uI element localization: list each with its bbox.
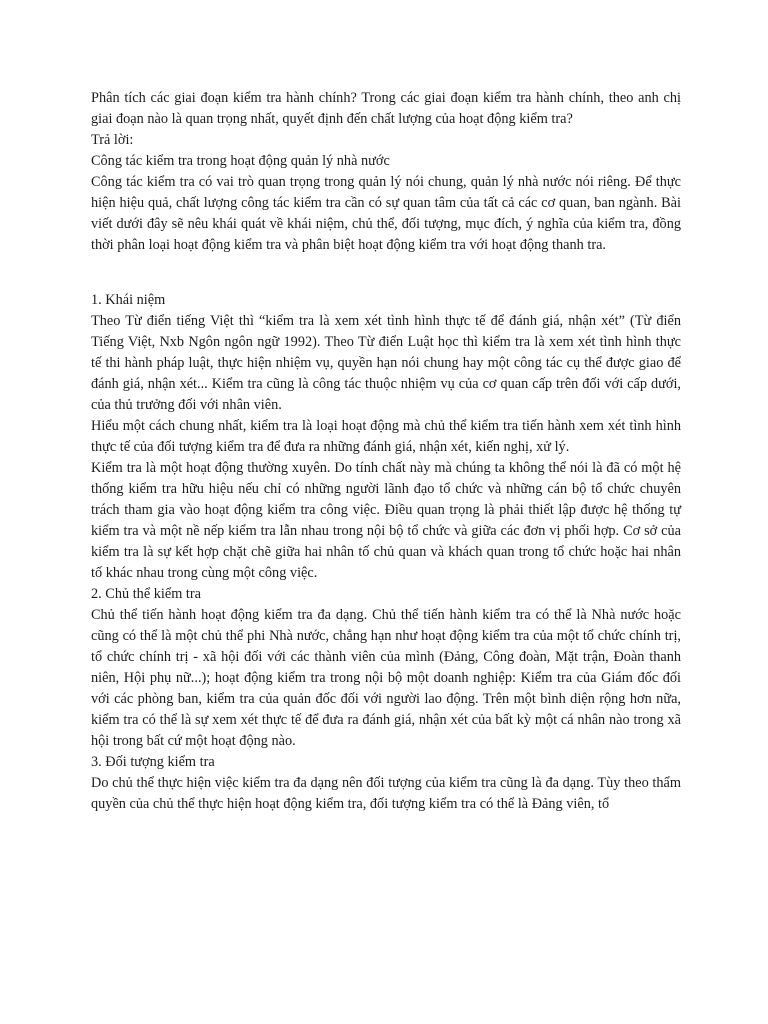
paragraph: Kiểm tra là một hoạt động thường xuyên. Do tính chất này mà chúng ta không thể nói là đã có một hệ thống kiểm tra hữu hiệu nếu chỉ có những người lãnh đạo tổ chức và những cán bộ tổ chức chuyên trách tham gia vào hoạt động kiểm tra công việc. Điều quan trọng là phải thiết lập được hệ thống tự kiểm tra và một nề nếp kiểm tra lẫn nhau trong nội bộ tổ chức và giữa các đơn vị phối hợp. Cơ sở của kiểm tra là sự kết hợp chặt chẽ giữa hai nhân tố chủ quan và khách quan trong tổ chức hoặc hai nhân tố khác nhau trong cùng một công việc. — [91, 460, 681, 581]
section-heading-chu-the: 2. Chủ thể kiểm tra — [91, 586, 201, 602]
paragraph: Theo Từ điển tiếng Việt thì “kiểm tra là xem xét tình hình thực tế để đánh giá, nhận xét” (Từ điển Tiếng Việt, Nxb Ngôn ngôn ngữ 1992). Theo Từ điển Luật học thì kiểm tra là xem xét tình hình thực tế thi hành pháp luật, thực hiện nhiệm vụ, quyền hạn nói chung hay một công tác cụ thể được giao để đánh giá, nhận xét... Kiểm tra cũng là công tác thuộc nhiệm vụ của cơ quan cấp trên đối với cấp dưới, của thủ trưởng đối với nhân viên. — [91, 313, 681, 413]
section-title: Công tác kiểm tra trong hoạt động quản lý nhà nước — [91, 153, 390, 169]
section-heading-khai-niem: 1. Khái niệm — [91, 292, 166, 308]
paragraph: Chủ thể tiến hành hoạt động kiểm tra đa dạng. Chủ thể tiến hành kiểm tra có thể là Nhà nước hoặc cũng có thể là một chủ thể phi Nhà nước, chẳng hạn như hoạt động kiểm tra của một tổ chức chính trị, tổ chức chính trị - xã hội đối với các thành viên của mình (Đảng, Công đoàn, Mặt trận, Đoàn thanh niên, Hội phụ nữ...); hoạt động kiểm tra trong nội bộ một doanh nghiệp: Kiểm tra của Giám đốc đối với các phòng ban, kiểm tra của quản đốc đối với người lao động. Trên một bình diện rộng hơn nữa, kiểm tra có thể là sự xem xét thực tế để đưa ra đánh giá, nhận xét của bất kỳ một cá nhân nào trong xã hội trong bất cứ một hoạt động nào. — [91, 607, 681, 749]
paragraph: Hiểu một cách chung nhất, kiểm tra là loại hoạt động mà chủ thể kiểm tra tiến hành xem xét tình hình thực tế của đối tượng kiểm tra để đưa ra những đánh giá, nhận xét, kiến nghị, xử lý. — [91, 418, 681, 455]
answer-label: Trả lời: — [91, 132, 134, 148]
question-text: Phân tích các giai đoạn kiểm tra hành chính? Trong các giai đoạn kiểm tra hành chính, theo anh chị giai đoạn nào là quan trọng nhất, quyết định đến chất lượng của hoạt động kiểm tra? — [91, 90, 681, 127]
section-heading-doi-tuong: 3. Đối tượng kiểm tra — [91, 754, 215, 770]
paragraph: Do chủ thể thực hiện việc kiểm tra đa dạng nên đối tượng của kiểm tra cũng là đa dạng. Tùy theo thẩm quyền của chủ thể thực hiện hoạt động kiểm tra, đối tượng kiểm tra có thể là Đảng viên, tổ — [91, 775, 681, 812]
document-page — [91, 88, 681, 815]
intro-paragraph: Công tác kiểm tra có vai trò quan trọng trong quản lý nói chung, quản lý nhà nước nói riêng. Để thực hiện hiệu quả, chất lượng công tác kiểm tra cần có sự quan tâm của tất cả các cơ quan, ban ngành. Bài viết dưới đây sẽ nêu khái quát về khái niệm, chủ thể, đối tượng, mục đích, ý nghĩa của kiểm tra, đồng thời phân loại hoạt động kiểm tra và phân biệt hoạt động kiểm tra với hoạt động thanh tra. — [91, 174, 681, 253]
